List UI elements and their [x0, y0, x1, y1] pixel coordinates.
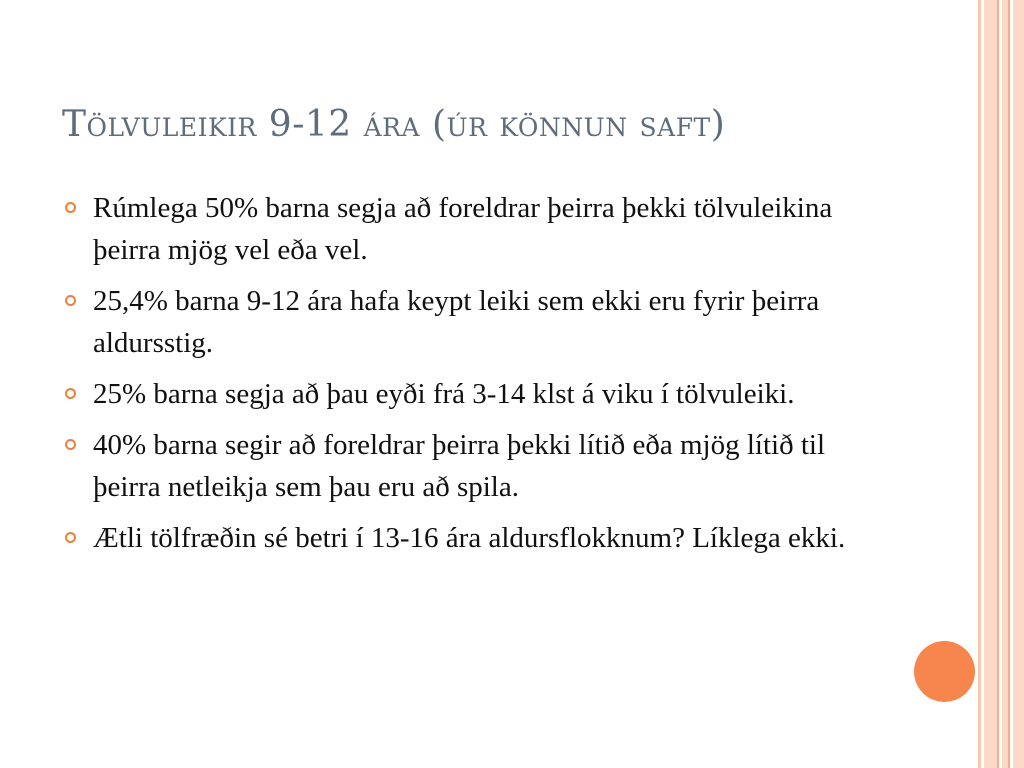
circle-bullet-icon: [65, 532, 76, 543]
bullet-text: 25% barna segja að þau eyði frá 3-14 klst á viku í tölvuleiki.: [93, 378, 795, 410]
circle-bullet-icon: [65, 439, 76, 450]
decorative-circle: [914, 641, 975, 702]
bullet-item: [62, 517, 892, 559]
decorative-stripe: [978, 0, 981, 768]
circle-bullet-icon: [65, 202, 76, 213]
bullet-text: Ætli tölfræðin sé betri í 13-16 ára aldursflokknum? Líklega ekki.: [93, 522, 846, 554]
slide-title: Tölvuleikir 9-12 ára (úr könnun saft): [62, 104, 726, 145]
circle-bullet-icon: [65, 388, 76, 399]
bullet-item: [62, 424, 892, 508]
decorative-stripe: [984, 0, 997, 768]
bullet-item: [62, 280, 892, 364]
bullet-text: 25,4% barna 9-12 ára hafa keypt leiki sem ekki eru fyrir þeirra aldursstig.: [93, 285, 820, 359]
bullet-list: [62, 187, 892, 568]
bullet-item: [62, 187, 892, 271]
bullet-item: [62, 373, 892, 415]
circle-bullet-icon: [65, 295, 76, 306]
decorative-stripe: [1013, 0, 1024, 768]
bullet-text: Rúmlega 50% barna segja að foreldrar þeirra þekki tölvuleikina þeirra mjög vel eða vel.: [93, 192, 833, 266]
bullet-text: 40% barna segir að foreldrar þeirra þekki lítið eða mjög lítið til þeirra netleikja sem þau eru að spila.: [93, 429, 826, 503]
decorative-stripe: [997, 0, 999, 768]
decorative-stripe: [1008, 0, 1010, 768]
